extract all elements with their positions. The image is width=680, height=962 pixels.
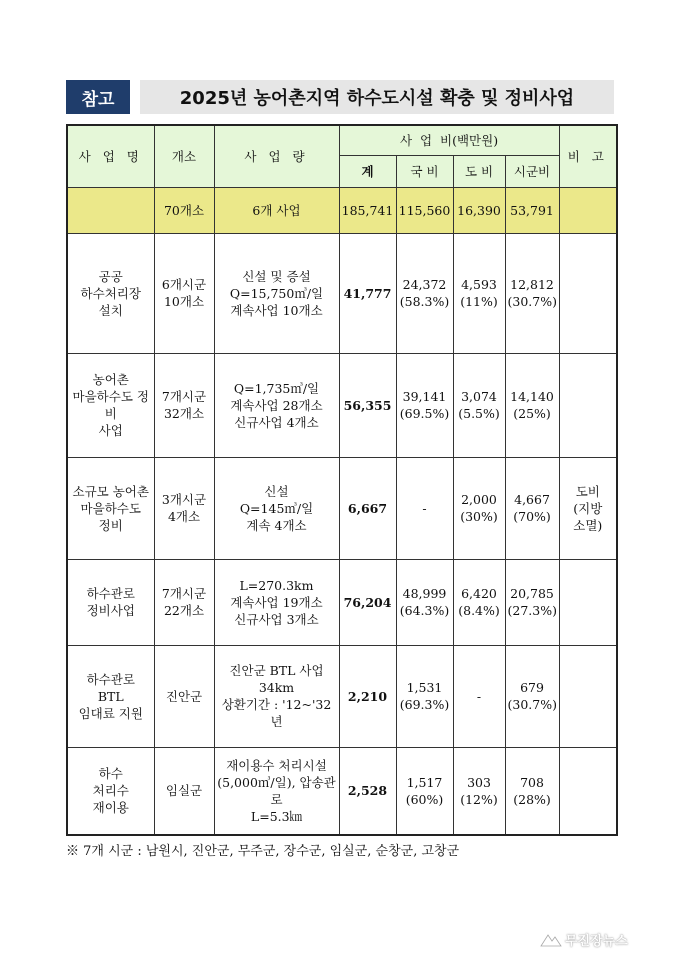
cell-line: (70%) (513, 509, 551, 524)
cell-total: 2,528 (339, 747, 396, 835)
cell-line: 소규모 농어촌 (72, 483, 149, 499)
summary-province: 16,390 (453, 187, 505, 233)
cell-line: 하수관로 (86, 586, 135, 601)
cell-line: 39,141 (402, 389, 447, 404)
cell-line: (69.5%) (399, 406, 450, 421)
cell-count (154, 353, 214, 457)
cell-count (154, 233, 214, 353)
cell-name (67, 747, 154, 835)
header-cost-group: 사 업 비(백만원) (339, 125, 559, 155)
cell-line: (64.3%) (399, 603, 450, 618)
cell-line: 22개소 (163, 603, 205, 618)
cell-national (396, 645, 453, 747)
cell-name (67, 645, 154, 747)
header-amount: 사 업 량 (214, 125, 339, 187)
cell-count (154, 457, 214, 559)
summary-amount: 6개 사업 (214, 187, 339, 233)
cell-line: 24,372 (402, 277, 447, 292)
cell-line: 12,812 (510, 277, 554, 292)
cell-province (453, 457, 505, 559)
cell-city (505, 233, 559, 353)
footnote: ※ 7개 시군 : 남원시, 진안군, 무주군, 장수군, 임실군, 순창군, 고창군 (66, 844, 460, 859)
cell-amount (214, 457, 339, 559)
cell-name (67, 559, 154, 645)
cell-line: Q=1,735㎥/일 (233, 380, 320, 396)
cell-line: (11%) (460, 294, 498, 309)
cell-line: 하수처리장 (80, 285, 141, 301)
cell-line: 신설 및 증설 (242, 268, 311, 284)
cell-line: (5.5%) (458, 406, 500, 421)
cell-line: 7개시군 (161, 586, 207, 601)
cell-line: 상환기간 : '12~'32년 (221, 697, 332, 729)
summary-city: 53,791 (505, 187, 559, 233)
cell-line: 마을하수도 정비 (72, 389, 149, 421)
summary-note (559, 187, 617, 233)
cell-line: 계속 4개소 (246, 517, 307, 533)
cell-national (396, 233, 453, 353)
cell-amount (214, 233, 339, 353)
cell-total: 6,667 (339, 457, 396, 559)
cell-line: 14,140 (510, 389, 554, 404)
cell-name (67, 457, 154, 559)
cell-line: 3개시군 (161, 492, 207, 507)
cell-note (559, 645, 617, 747)
summary-national: 115,560 (396, 187, 453, 233)
cell-province (453, 233, 505, 353)
cell-total: 76,204 (339, 559, 396, 645)
cell-note (559, 457, 617, 559)
cell-line: 708 (520, 774, 544, 790)
cell-city (505, 353, 559, 457)
cell-line: 마을하수도 (80, 500, 141, 516)
cell-line: (60%) (405, 791, 444, 807)
cell-line: (58.3%) (399, 294, 450, 309)
summary-name (67, 187, 154, 233)
cell-total: 41,777 (339, 233, 396, 353)
cell-province (453, 353, 505, 457)
cell-line: 진안군 (165, 688, 203, 704)
cell-line: 7개시군 (161, 389, 207, 404)
cell-name (67, 353, 154, 457)
cell-line: 6개시군 (161, 277, 207, 292)
cell-line: 신규사업 4개소 (234, 414, 319, 430)
cell-line: 농어촌 (92, 372, 129, 387)
cell-national (396, 457, 453, 559)
cell-line: (27.3%) (507, 603, 557, 618)
cell-line: 도비 (575, 483, 600, 499)
cell-line: (30.7%) (507, 697, 557, 712)
cell-line: 소멸) (573, 517, 603, 533)
table-row (67, 559, 617, 645)
summary-total: 185,741 (339, 187, 396, 233)
cell-city (505, 747, 559, 835)
cell-line: 4,667 (514, 492, 550, 507)
cell-line: (30%) (460, 509, 498, 524)
reference-tag: 참고 (66, 80, 130, 114)
cell-line: 계속사업 19개소 (230, 594, 323, 610)
cell-line: L=270.3km (239, 577, 314, 593)
table-row (67, 645, 617, 747)
table-row (67, 457, 617, 559)
cell-line: 설치 (98, 302, 123, 318)
header-total: 계 (339, 155, 396, 187)
header-name: 사 업 명 (67, 125, 154, 187)
cell-line: 4개소 (167, 509, 201, 524)
cell-line: 48,999 (402, 586, 447, 601)
cell-amount (214, 353, 339, 457)
cell-amount (214, 747, 339, 835)
header-province: 도 비 (453, 155, 505, 187)
cell-note (559, 559, 617, 645)
watermark (540, 928, 680, 950)
cell-amount (214, 645, 339, 747)
cell-province (453, 559, 505, 645)
cell-line: - (422, 500, 427, 516)
cell-line: 신규사업 3개소 (234, 611, 319, 627)
cell-line: 계속사업 10개소 (230, 302, 323, 318)
cell-city (505, 457, 559, 559)
cell-line: L=5.3㎞ (250, 808, 303, 824)
mountain-logo-icon (540, 931, 562, 947)
cell-line: (5,000㎥/일), 압송관로 (217, 774, 336, 807)
cell-line: Q=145㎥/일 (239, 500, 314, 516)
cell-count (154, 645, 214, 747)
cell-line: (30.7%) (507, 294, 557, 309)
cell-line: (28%) (513, 791, 551, 807)
cell-line: (지방 (573, 500, 603, 516)
header-national: 국 비 (396, 155, 453, 187)
cell-line: 하수관로 (86, 671, 135, 687)
cell-line: (12%) (460, 791, 498, 807)
cell-line: 2,000 (461, 492, 497, 507)
header-count: 개소 (154, 125, 214, 187)
cell-line: (25%) (513, 406, 551, 421)
cell-note (559, 353, 617, 457)
header-city: 시군비 (505, 155, 559, 187)
cell-line: BTL (97, 688, 124, 704)
cell-note (559, 233, 617, 353)
watermark-text: 무진장뉴스 (565, 933, 628, 949)
cell-line: 303 (467, 774, 491, 790)
cell-line: 정비 (98, 517, 123, 533)
cell-line: Q=15,750㎥/일 (229, 285, 324, 301)
cell-line: 32개소 (163, 406, 205, 421)
cell-line: 신설 (264, 483, 289, 499)
cell-province (453, 747, 505, 835)
cell-province (453, 645, 505, 747)
summary-count: 70개소 (154, 187, 214, 233)
cell-line: 임대료 지원 (78, 705, 143, 721)
header-note: 비 고 (559, 125, 617, 187)
cell-line: 진안군 BTL 사업 34km (229, 663, 324, 695)
table-row (67, 353, 617, 457)
cell-line: 20,785 (510, 586, 554, 601)
cell-line: 공공 (98, 268, 123, 284)
cell-line: 하수 (98, 766, 123, 782)
title-bar (66, 80, 614, 114)
cell-city (505, 645, 559, 747)
cell-line: 10개소 (163, 294, 205, 309)
cell-national (396, 559, 453, 645)
cell-count (154, 559, 214, 645)
cell-line: 임실군 (165, 783, 203, 799)
project-table (66, 124, 618, 836)
cell-line: 정비사업 (86, 603, 135, 618)
cell-line: - (476, 688, 482, 704)
table-row (67, 233, 617, 353)
cell-line: (8.4%) (458, 603, 500, 618)
table-row (67, 747, 617, 835)
cell-note (559, 747, 617, 835)
cell-line: 처리수 (92, 783, 129, 799)
cell-line: 계속사업 28개소 (230, 397, 323, 413)
cell-line: 6,420 (461, 586, 497, 601)
cell-name (67, 233, 154, 353)
cell-national (396, 353, 453, 457)
cell-total: 2,210 (339, 645, 396, 747)
cell-line: 4,593 (461, 277, 497, 292)
cell-line: 1,531 (406, 680, 443, 695)
cell-line: 1,517 (406, 774, 443, 790)
cell-line: 재이용수 처리시설 (226, 757, 327, 773)
cell-line: (69.3%) (399, 697, 450, 712)
cell-count (154, 747, 214, 835)
header-row-1 (67, 125, 617, 155)
cell-total: 56,355 (339, 353, 396, 457)
cell-line: 3,074 (461, 389, 497, 404)
summary-row (67, 187, 617, 233)
page-title: 2025년 농어촌지역 하수도시설 확충 및 정비사업 (140, 80, 614, 114)
cell-line: 사업 (98, 423, 123, 438)
cell-line: 679 (520, 680, 544, 695)
cell-city (505, 559, 559, 645)
cell-amount (214, 559, 339, 645)
cell-national (396, 747, 453, 835)
cell-line: 재이용 (92, 800, 129, 816)
